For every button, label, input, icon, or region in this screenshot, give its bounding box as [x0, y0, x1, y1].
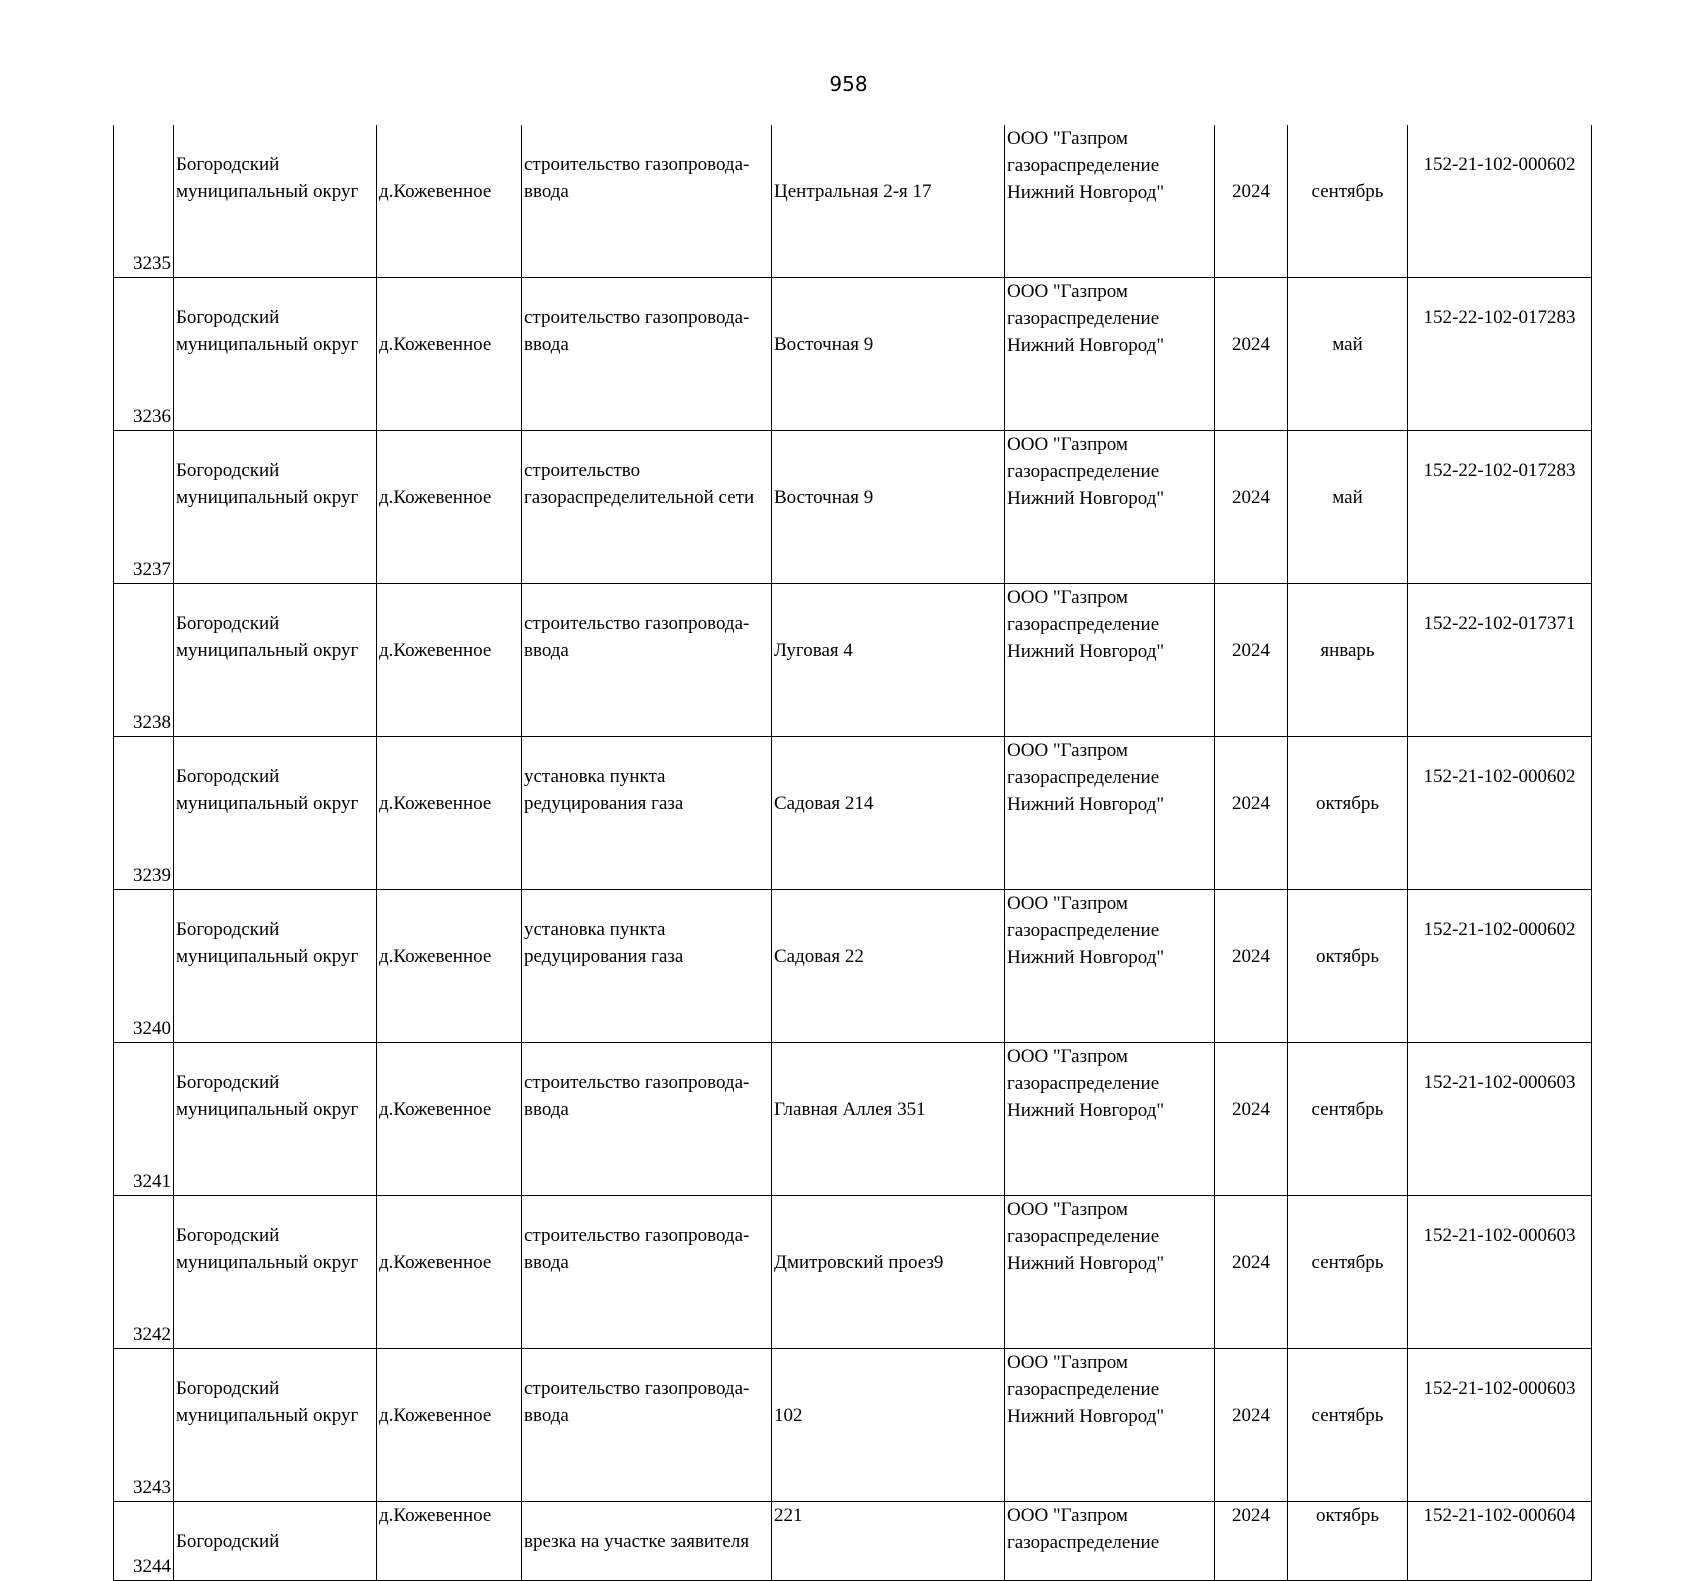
- district-cell: [174, 1196, 377, 1349]
- district-line-1: Богородский: [176, 919, 280, 940]
- district-line-2: муниципальный округ: [176, 334, 359, 355]
- organization-cell: [1005, 737, 1215, 890]
- organization-line-1: ООО "Газпром: [1007, 893, 1128, 914]
- organization-line-3: Нижний Новгород": [1007, 947, 1165, 968]
- organization-line-3: Нижний Новгород": [1007, 794, 1165, 815]
- year-cell: [1215, 1349, 1288, 1502]
- work-type-cell: [522, 431, 772, 584]
- village-cell: [377, 584, 522, 737]
- district-line-2: муниципальный округ: [176, 793, 359, 814]
- district-line-1: Богородский: [176, 1225, 280, 1246]
- month-cell: [1288, 1349, 1408, 1502]
- organization-line-2: газораспределение: [1007, 1379, 1160, 1400]
- year-cell: [1215, 278, 1288, 431]
- address-cell: [772, 584, 1005, 737]
- year: 2024: [1232, 1252, 1270, 1273]
- address-cell: [772, 278, 1005, 431]
- row-number: 3241: [133, 1171, 171, 1192]
- row-number: 3243: [133, 1477, 171, 1498]
- code-cell: [1408, 1196, 1592, 1349]
- district-cell: [174, 737, 377, 890]
- district-cell: [174, 584, 377, 737]
- work-type-cell: [522, 1349, 772, 1502]
- row-number-cell: [114, 431, 174, 584]
- address: Восточная 9: [774, 487, 874, 508]
- organization-line-1: ООО "Газпром: [1007, 1199, 1128, 1220]
- work-type-line-2: ввода: [524, 181, 569, 202]
- work-type-line-1: строительство: [524, 460, 641, 481]
- month: октябрь: [1315, 793, 1380, 814]
- organization-cell: [1005, 1043, 1215, 1196]
- table-row: [114, 431, 1592, 584]
- address-cell: [772, 1043, 1005, 1196]
- organization-line-2: газораспределение: [1007, 920, 1160, 941]
- work-type-line-2: ввода: [524, 1099, 569, 1120]
- organization-line-1: ООО "Газпром: [1007, 1352, 1128, 1373]
- organization-line-1: ООО "Газпром: [1007, 740, 1128, 761]
- organization-line-2: газораспределение: [1007, 1073, 1160, 1094]
- organization-line-3: Нижний Новгород": [1007, 641, 1165, 662]
- organization-line-3: Нижний Новгород": [1007, 1406, 1165, 1427]
- code-cell: [1408, 431, 1592, 584]
- work-type-line-1: строительство газопровода-: [524, 1378, 750, 1399]
- organization-line-3: Нижний Новгород": [1007, 1100, 1165, 1121]
- address-cell: [772, 1196, 1005, 1349]
- village-cell: [377, 890, 522, 1043]
- month: май: [1332, 487, 1363, 508]
- district-line-2: муниципальный округ: [176, 1252, 359, 1273]
- village-name: д.Кожевенное: [379, 640, 492, 661]
- organization-line-1: ООО "Газпром: [1007, 128, 1128, 149]
- month-cell: [1288, 125, 1408, 278]
- code-cell: [1408, 1043, 1592, 1196]
- month: октябрь: [1315, 946, 1380, 967]
- address: Луговая 4: [774, 640, 853, 661]
- organization-line-2: газораспределение: [1007, 155, 1160, 176]
- address-cell: [772, 125, 1005, 278]
- registry-code: 152-22-102-017283: [1423, 307, 1576, 328]
- address: Центральная 2-я 17: [774, 181, 932, 202]
- district-line-2: муниципальный округ: [176, 181, 359, 202]
- registry-code: 152-22-102-017283: [1423, 460, 1576, 481]
- organization-line-2: газораспределение: [1007, 308, 1160, 329]
- year-cell: [1215, 1502, 1288, 1581]
- village-name: д.Кожевенное: [379, 946, 492, 967]
- table-row: [114, 1349, 1592, 1502]
- table-row: [114, 737, 1592, 890]
- registry-code: 152-21-102-000603: [1423, 1225, 1576, 1246]
- code-cell: [1408, 125, 1592, 278]
- year-cell: [1215, 431, 1288, 584]
- address: Дмитровский проез9: [774, 1252, 944, 1273]
- address: Восточная 9: [774, 334, 874, 355]
- district-line-1: Богородский: [176, 307, 280, 328]
- work-type-cell: [522, 1043, 772, 1196]
- month-cell: [1288, 278, 1408, 431]
- month: сентябрь: [1311, 181, 1384, 202]
- organization-line-1: ООО "Газпром: [1007, 1046, 1128, 1067]
- year-cell: [1215, 737, 1288, 890]
- month-cell: [1288, 890, 1408, 1043]
- village-name: д.Кожевенное: [379, 334, 492, 355]
- table-row: [114, 890, 1592, 1043]
- address-cell: [772, 431, 1005, 584]
- row-number-cell: [114, 1196, 174, 1349]
- work-type-line-1: установка пункта: [524, 919, 666, 940]
- district-cell: [174, 278, 377, 431]
- district-line-2: муниципальный округ: [176, 487, 359, 508]
- row-number: 3238: [133, 712, 171, 733]
- village-cell: [377, 125, 522, 278]
- row-number-cell: [114, 125, 174, 278]
- district-line-2: муниципальный округ: [176, 1405, 359, 1426]
- row-number: 3235: [133, 253, 171, 274]
- district-line-1: Богородский: [176, 613, 280, 634]
- village-cell: [377, 1349, 522, 1502]
- organization-line-2: газораспределение: [1007, 1226, 1160, 1247]
- work-type-cell: [522, 584, 772, 737]
- district-line-1: Богородский: [176, 1378, 280, 1399]
- work-type-line-2: ввода: [524, 334, 569, 355]
- row-number: 3244: [133, 1556, 171, 1577]
- organization-line-1: ООО "Газпром: [1007, 281, 1128, 302]
- page-number: 958: [829, 72, 868, 96]
- district-line-1: Богородский: [176, 1531, 280, 1552]
- village-name: д.Кожевенное: [379, 1505, 492, 1526]
- work-type-cell: [522, 890, 772, 1043]
- registry-code: 152-22-102-017371: [1423, 613, 1576, 634]
- district-line-1: Богородский: [176, 1072, 280, 1093]
- table-row: [114, 1502, 1592, 1581]
- work-type-line-1: строительство газопровода-: [524, 1225, 750, 1246]
- row-number-cell: [114, 278, 174, 431]
- code-cell: [1408, 890, 1592, 1043]
- row-number-cell: [114, 890, 174, 1043]
- work-type-cell: [522, 737, 772, 890]
- registry-code: 152-21-102-000604: [1423, 1505, 1576, 1526]
- work-type-line-2: редуцирования газа: [524, 793, 684, 814]
- district-cell: [174, 890, 377, 1043]
- month: октябрь: [1315, 1505, 1380, 1526]
- table-row: [114, 1196, 1592, 1349]
- district-cell: [174, 125, 377, 278]
- district-line-2: муниципальный округ: [176, 640, 359, 661]
- table-row: [114, 584, 1592, 737]
- district-line-2: муниципальный округ: [176, 1099, 359, 1120]
- row-number: 3242: [133, 1324, 171, 1345]
- village-cell: [377, 278, 522, 431]
- organization-line-1: ООО "Газпром: [1007, 1505, 1128, 1526]
- year: 2024: [1232, 334, 1270, 355]
- work-type-cell: [522, 278, 772, 431]
- organization-cell: [1005, 1196, 1215, 1349]
- year: 2024: [1232, 1405, 1270, 1426]
- address-cell: [772, 737, 1005, 890]
- district-cell: [174, 1043, 377, 1196]
- organization-line-3: Нижний Новгород": [1007, 1253, 1165, 1274]
- village-name: д.Кожевенное: [379, 1252, 492, 1273]
- year-cell: [1215, 584, 1288, 737]
- row-number-cell: [114, 584, 174, 737]
- address-cell: [772, 890, 1005, 1043]
- code-cell: [1408, 584, 1592, 737]
- year-cell: [1215, 890, 1288, 1043]
- month: сентябрь: [1311, 1405, 1384, 1426]
- work-type-line-2: ввода: [524, 640, 569, 661]
- organization-line-1: ООО "Газпром: [1007, 587, 1128, 608]
- organization-cell: [1005, 125, 1215, 278]
- village-cell: [377, 431, 522, 584]
- month-cell: [1288, 1502, 1408, 1581]
- year: 2024: [1232, 793, 1270, 814]
- registry-code: 152-21-102-000602: [1423, 766, 1576, 787]
- year-cell: [1215, 1043, 1288, 1196]
- month: сентябрь: [1311, 1099, 1384, 1120]
- month-cell: [1288, 737, 1408, 890]
- data-table-container: [113, 125, 1592, 1581]
- year: 2024: [1232, 640, 1270, 661]
- district-line-1: Богородский: [176, 154, 280, 175]
- village-name: д.Кожевенное: [379, 793, 492, 814]
- year-cell: [1215, 125, 1288, 278]
- data-table: [113, 125, 1592, 1581]
- work-type-cell: [522, 1502, 772, 1581]
- organization-cell: [1005, 1349, 1215, 1502]
- work-type-line-1: установка пункта: [524, 766, 666, 787]
- address: Садовая 22: [774, 946, 864, 967]
- district-line-2: муниципальный округ: [176, 946, 359, 967]
- address-cell: [772, 1502, 1005, 1581]
- district-cell: [174, 1349, 377, 1502]
- registry-code: 152-21-102-000603: [1423, 1378, 1576, 1399]
- month-cell: [1288, 584, 1408, 737]
- code-cell: [1408, 278, 1592, 431]
- row-number: 3236: [133, 406, 171, 427]
- year: 2024: [1232, 181, 1270, 202]
- registry-code: 152-21-102-000602: [1423, 919, 1576, 940]
- village-name: д.Кожевенное: [379, 1099, 492, 1120]
- month: май: [1332, 334, 1363, 355]
- row-number-cell: [114, 1349, 174, 1502]
- table-row: [114, 125, 1592, 278]
- village-name: д.Кожевенное: [379, 1405, 492, 1426]
- work-type-line-1: врезка на участке заявителя: [524, 1531, 750, 1552]
- year: 2024: [1232, 946, 1270, 967]
- address-cell: [772, 1349, 1005, 1502]
- organization-line-3: Нижний Новгород": [1007, 335, 1165, 356]
- work-type-line-1: строительство газопровода-: [524, 613, 750, 634]
- month: сентябрь: [1311, 1252, 1384, 1273]
- month-cell: [1288, 1196, 1408, 1349]
- organization-line-3: Нижний Новгород": [1007, 182, 1165, 203]
- organization-line-1: ООО "Газпром: [1007, 434, 1128, 455]
- address: 102: [774, 1405, 803, 1426]
- month: январь: [1320, 640, 1375, 661]
- district-line-1: Богородский: [176, 460, 280, 481]
- month-cell: [1288, 431, 1408, 584]
- work-type-line-2: ввода: [524, 1405, 569, 1426]
- district-cell: [174, 431, 377, 584]
- organization-cell: [1005, 431, 1215, 584]
- row-number-cell: [114, 737, 174, 890]
- row-number-cell: [114, 1043, 174, 1196]
- address: Садовая 214: [774, 793, 874, 814]
- village-cell: [377, 737, 522, 890]
- code-cell: [1408, 737, 1592, 890]
- work-type-cell: [522, 125, 772, 278]
- organization-cell: [1005, 584, 1215, 737]
- organization-cell: [1005, 890, 1215, 1043]
- organization-cell: [1005, 278, 1215, 431]
- year: 2024: [1232, 1505, 1270, 1526]
- work-type-line-1: строительство газопровода-: [524, 307, 750, 328]
- district-line-1: Богородский: [176, 766, 280, 787]
- organization-line-2: газораспределение: [1007, 767, 1160, 788]
- district-cell: [174, 1502, 377, 1581]
- work-type-line-2: редуцирования газа: [524, 946, 684, 967]
- organization-line-2: газораспределение: [1007, 1532, 1160, 1553]
- organization-line-2: газораспределение: [1007, 614, 1160, 635]
- code-cell: [1408, 1349, 1592, 1502]
- village-name: д.Кожевенное: [379, 487, 492, 508]
- work-type-cell: [522, 1196, 772, 1349]
- organization-line-2: газораспределение: [1007, 461, 1160, 482]
- work-type-line-2: ввода: [524, 1252, 569, 1273]
- village-name: д.Кожевенное: [379, 181, 492, 202]
- village-cell: [377, 1502, 522, 1581]
- row-number: 3239: [133, 865, 171, 886]
- row-number-cell: [114, 1502, 174, 1581]
- table-row: [114, 278, 1592, 431]
- work-type-line-1: строительство газопровода-: [524, 154, 750, 175]
- village-cell: [377, 1043, 522, 1196]
- row-number: 3240: [133, 1018, 171, 1039]
- table-row: [114, 1043, 1592, 1196]
- village-cell: [377, 1196, 522, 1349]
- work-type-line-1: строительство газопровода-: [524, 1072, 750, 1093]
- month-cell: [1288, 1043, 1408, 1196]
- registry-code: 152-21-102-000603: [1423, 1072, 1576, 1093]
- work-type-line-2: газораспределительной сети: [524, 487, 755, 508]
- address: 221: [774, 1505, 803, 1526]
- organization-line-3: Нижний Новгород": [1007, 488, 1165, 509]
- year-cell: [1215, 1196, 1288, 1349]
- organization-cell: [1005, 1502, 1215, 1581]
- year: 2024: [1232, 1099, 1270, 1120]
- code-cell: [1408, 1502, 1592, 1581]
- registry-code: 152-21-102-000602: [1423, 154, 1576, 175]
- row-number: 3237: [133, 559, 171, 580]
- address: Главная Аллея 351: [774, 1099, 926, 1120]
- year: 2024: [1232, 487, 1270, 508]
